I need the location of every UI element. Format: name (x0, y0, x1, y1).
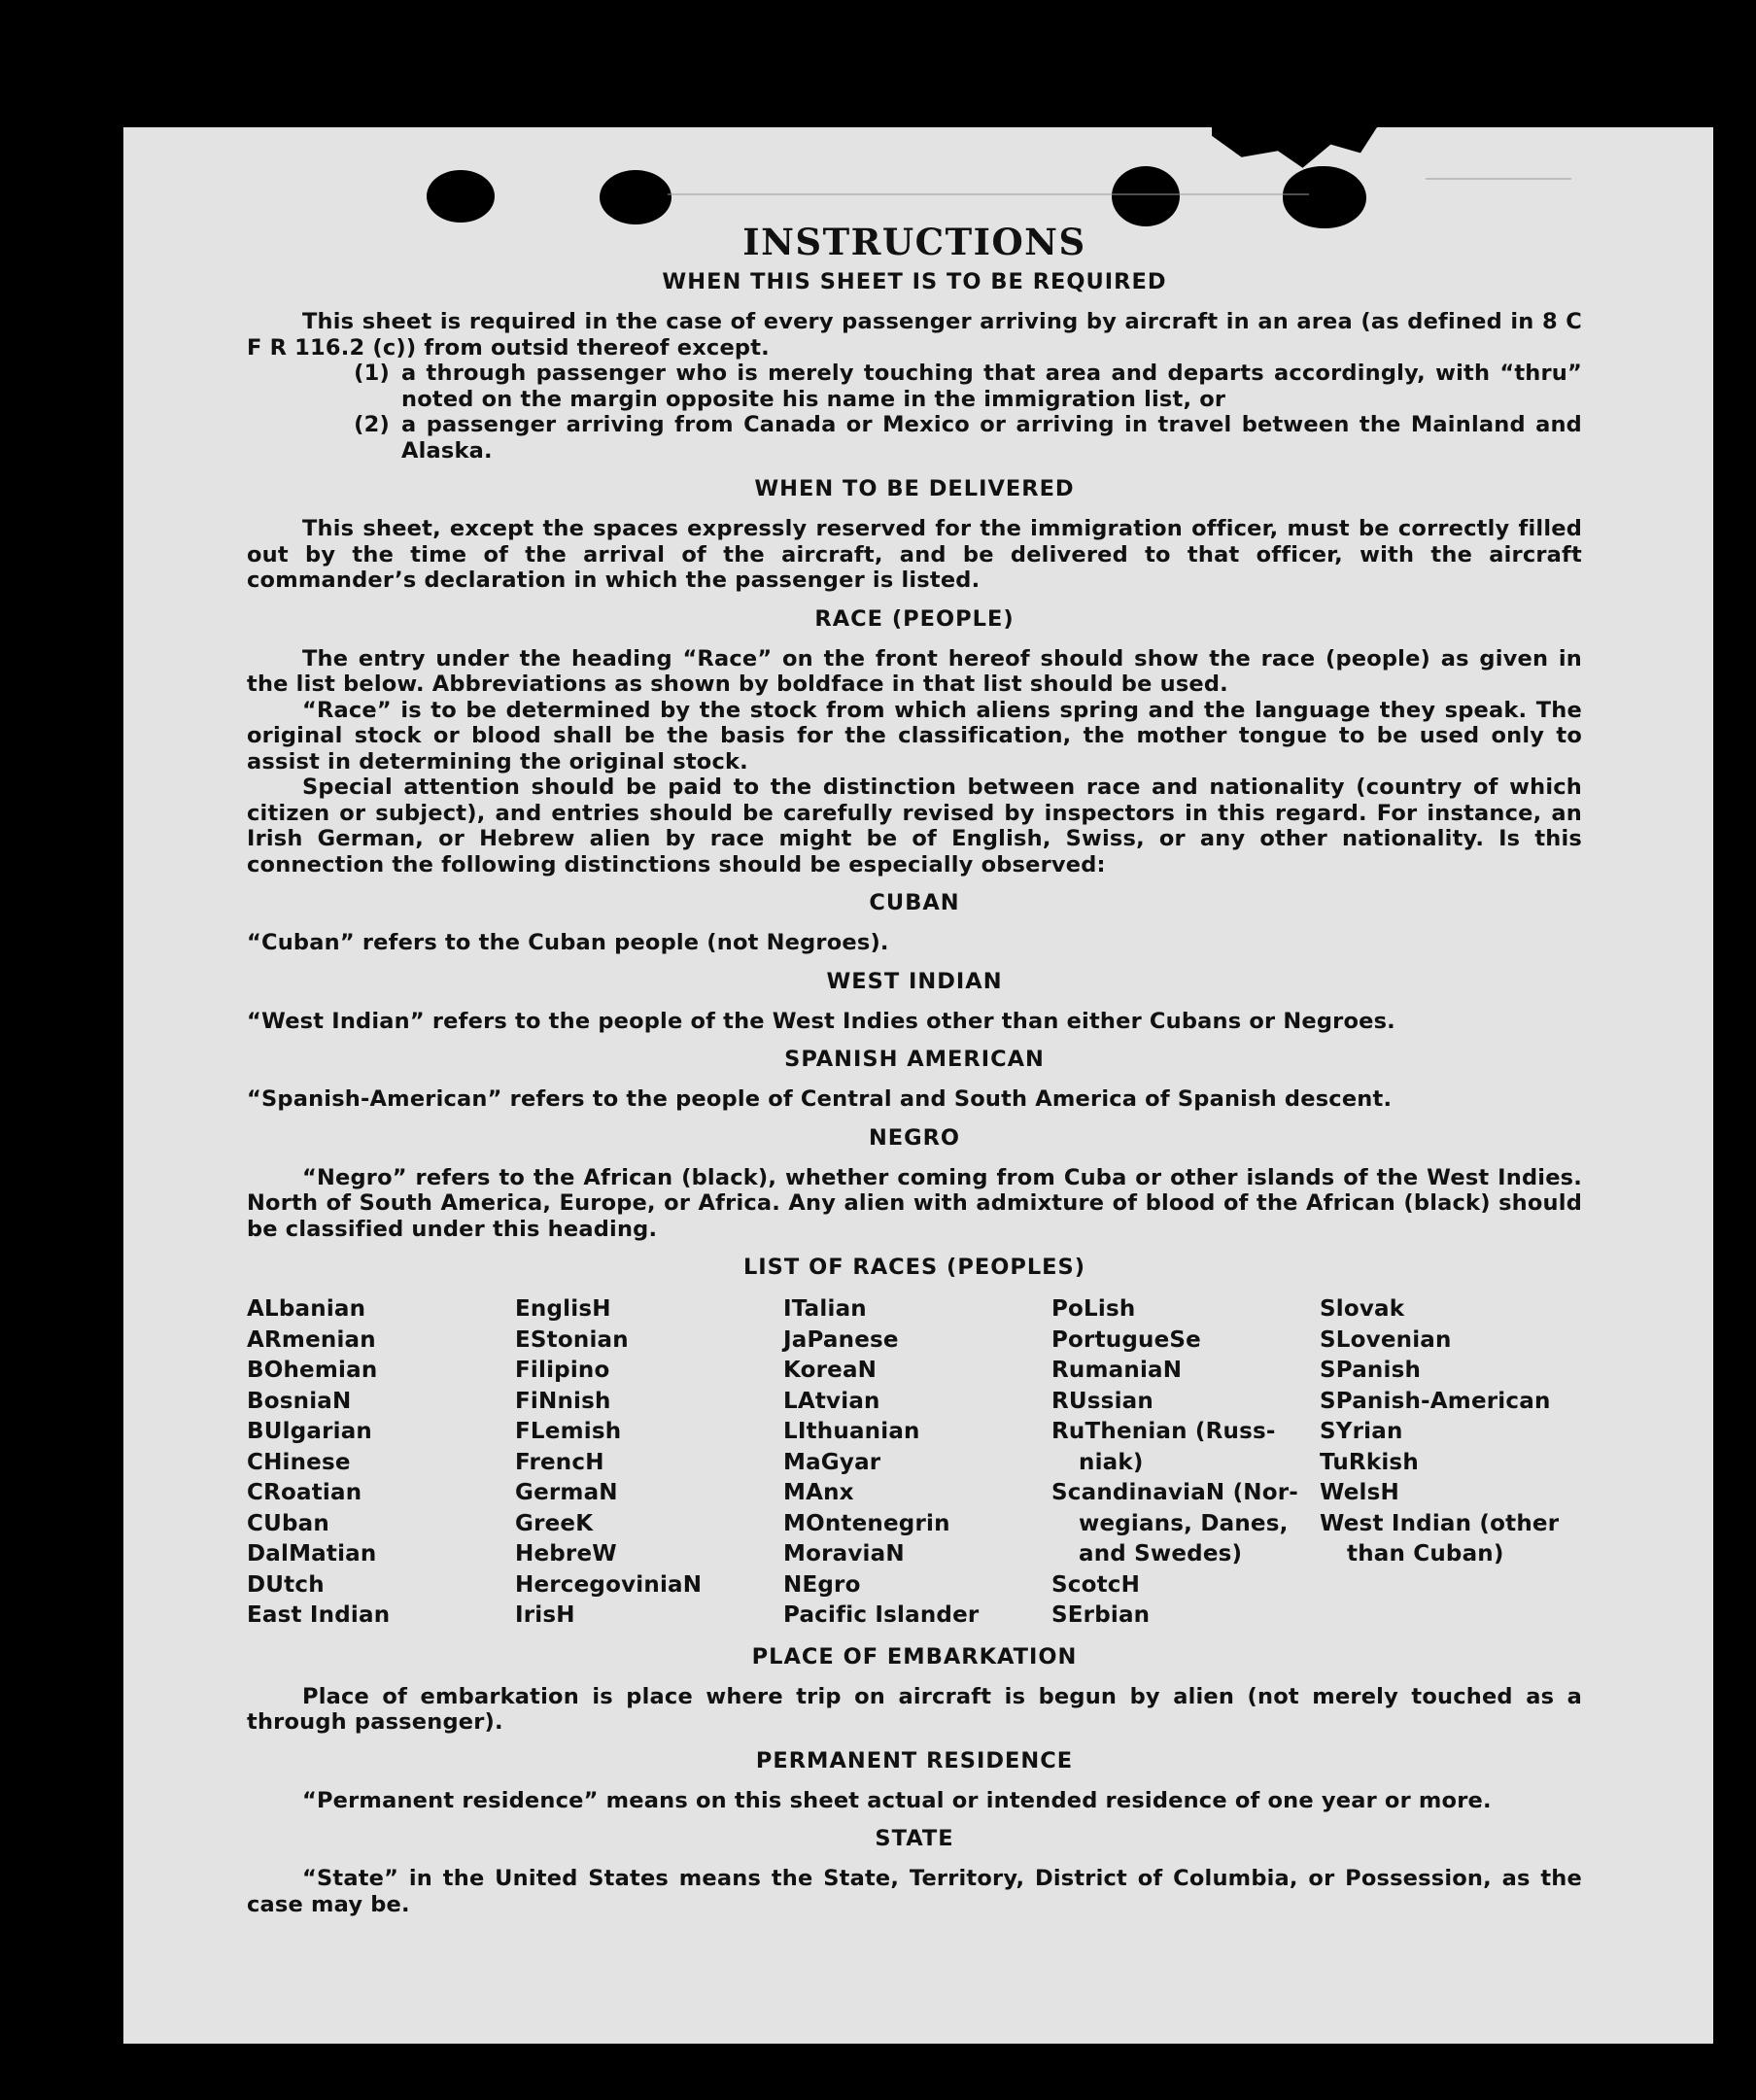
punch-hole (427, 170, 495, 223)
race-entry: NEgro (783, 1571, 861, 1598)
race-entry: GermaN (515, 1480, 618, 1505)
exception-number: (1) (354, 361, 390, 386)
race-entry: ScandinaviaN (Nor- (1051, 1480, 1299, 1505)
race-entry: ARmenian (247, 1326, 376, 1353)
section-paragraph: “Race” is to be determined by the stock from which aliens spring and the language they speak. The original stock or blood shall be the basis for the classification, the mother tongue to be used only to assist in determining the original stock. (247, 697, 1582, 775)
race-entry: IrisH (515, 1602, 575, 1628)
race-column (247, 1294, 515, 1632)
section-paragraph: “Negro” refers to the African (black), whether coming from Cuba or other islands of the West Indies. North of South America, Europe, or Africa. Any alien with admixture of blood of the African (black) should be classified under this heading. (247, 1164, 1582, 1242)
race-column (1051, 1294, 1320, 1632)
punch-hole (600, 170, 671, 224)
race-entry: FLemish (515, 1419, 622, 1444)
race-entry: than Cuban) (1347, 1541, 1504, 1566)
document-sheet (123, 127, 1713, 2044)
race-entry: HercegoviniaN (515, 1571, 703, 1598)
section-paragraph: “Cuban” refers to the Cuban people (not Negroes). (247, 930, 889, 955)
race-entry: niak) (1079, 1449, 1144, 1475)
race-entry: FiNnish (515, 1388, 611, 1414)
race-entry: LAtvian (783, 1388, 880, 1414)
race-entry: PortugueSe (1051, 1326, 1201, 1353)
section-heading: SPANISH AMERICAN (784, 1047, 1045, 1072)
race-entry: MOntenegrin (783, 1510, 950, 1536)
exception-text: a passenger arriving from Canada or Mexico or arriving in travel between the Mainland and Alaska. (401, 412, 1582, 464)
instructions-content (247, 220, 1582, 1917)
section-paragraph: This sheet, except the spaces expressly reserved for the immigration officer, must be correctly filled out by the time of the arrival of the aircraft, and be delivered to that officer, with the aircraft commander’s declaration in which the passenger is listed. (247, 516, 1582, 593)
race-entry: LIthuanian (783, 1419, 920, 1444)
race-entry: and Swedes) (1079, 1541, 1243, 1566)
race-entry: SPanish (1320, 1358, 1422, 1383)
race-entry: ITalian (783, 1296, 867, 1322)
section-heading: WEST INDIAN (826, 968, 1003, 994)
race-entry: JaPanese (783, 1326, 899, 1353)
race-entry: PoLish (1051, 1296, 1136, 1322)
race-entry: Filipino (515, 1358, 610, 1383)
race-entry: SLovenian (1320, 1326, 1452, 1353)
race-entry: KoreaN (783, 1358, 878, 1383)
race-entry: MaGyar (783, 1449, 881, 1475)
race-entry: RUssian (1051, 1388, 1153, 1414)
section-heading: LIST OF RACES (PEOPLES) (742, 1255, 1086, 1280)
section-paragraph: “State” in the United States means the State, Territory, District of Columbia, or Possession, as the case may be. (247, 1866, 1582, 1917)
section-heading: CUBAN (869, 890, 960, 915)
race-column (1320, 1294, 1582, 1632)
section-heading: STATE (875, 1826, 954, 1851)
race-entry: CHinese (247, 1449, 351, 1475)
race-entry: HebreW (515, 1541, 617, 1566)
section-heading: NEGRO (868, 1124, 961, 1151)
race-entry: FrencH (515, 1449, 604, 1475)
race-entry: wegians, Danes, (1079, 1510, 1289, 1536)
race-entry: MAnx (783, 1480, 854, 1505)
section-heading: WHEN TO BE DELIVERED (754, 476, 1075, 501)
race-entry: BOhemian (247, 1358, 378, 1383)
section-heading: PLACE OF EMBARKATION (751, 1643, 1078, 1670)
race-entry: Pacific Islander (783, 1602, 980, 1628)
race-entry: MoraviaN (783, 1541, 905, 1566)
race-entry: DUtch (247, 1571, 325, 1598)
section-paragraph: This sheet is required in the case of every passenger arriving by aircraft in an area (as defined in 8 C F R 116.2 (c)) from outsid thereof except. (247, 309, 1582, 361)
exception-number: (2) (354, 412, 390, 437)
race-entry: BosniaN (247, 1388, 352, 1414)
torn-edge (1212, 127, 1377, 170)
race-entry: West Indian (other (1320, 1510, 1560, 1536)
exception-item (247, 361, 1582, 412)
exception-item (247, 412, 1582, 464)
bleed-through-line (668, 193, 1309, 195)
race-column (783, 1294, 1051, 1632)
race-entry: Slovak (1320, 1296, 1405, 1322)
race-entry: CRoatian (247, 1480, 362, 1505)
race-entry: SPanish-American (1320, 1388, 1551, 1414)
race-entry: RumaniaN (1051, 1358, 1183, 1383)
race-entry: ScotcH (1051, 1571, 1141, 1598)
exception-text: a through passenger who is merely touching that area and departs accordingly, with “thru” noted on the margin opposite his name in the immigration list, or (401, 361, 1582, 412)
section-paragraph: “West Indian” refers to the people of the West Indies other than either Cubans or Negroes. (247, 1008, 1395, 1034)
bleed-through-line (1426, 178, 1571, 180)
race-entry: GreeK (515, 1510, 594, 1536)
punch-hole (1112, 166, 1180, 226)
race-entry: BUlgarian (247, 1419, 372, 1444)
race-entry: SYrian (1320, 1419, 1403, 1444)
race-entry: SErbian (1051, 1602, 1151, 1628)
section-paragraph: Place of embarkation is place where trip on aircraft is begun by alien (not merely touched as a through passenger). (247, 1683, 1582, 1735)
race-entry: WelsH (1320, 1480, 1399, 1505)
page-title: INSTRUCTIONS (742, 221, 1086, 263)
race-entry: CUban (247, 1510, 329, 1536)
section-paragraph: Special attention should be paid to the distinction between race and nationality (country of which citizen or subject), and entries should be carefully revised by inspectors in this regard. For instance, an Irish German, or Hebrew alien by race might be of English, Swiss, or any other nationality. Is this connection the following distinctions should be especially observed: (247, 775, 1582, 878)
section-heading: WHEN THIS SHEET IS TO BE REQUIRED (662, 269, 1167, 294)
race-entry: EnglisH (515, 1296, 611, 1322)
race-entry: East Indian (247, 1602, 391, 1628)
section-heading: PERMANENT RESIDENCE (755, 1747, 1074, 1773)
race-column (515, 1294, 783, 1632)
section-heading: RACE (PEOPLE) (814, 605, 1015, 632)
race-list (247, 1294, 1582, 1632)
section-paragraph: “Spanish-American” refers to the people of Central and South America of Spanish descent. (247, 1086, 1393, 1112)
section-paragraph: The entry under the heading “Race” on the front hereof should show the race (people) as given in the list below. Abbreviations as shown by boldface in that list should be used. (247, 645, 1582, 697)
race-entry: DalMatian (247, 1541, 377, 1566)
race-entry: RuThenian (Russ- (1051, 1419, 1276, 1444)
section-paragraph: “Permanent residence” means on this sheet actual or intended residence of one year or more. (302, 1787, 1492, 1813)
race-entry: ALbanian (247, 1296, 366, 1322)
race-entry: EStonian (515, 1326, 629, 1353)
race-entry: TuRkish (1320, 1449, 1419, 1475)
